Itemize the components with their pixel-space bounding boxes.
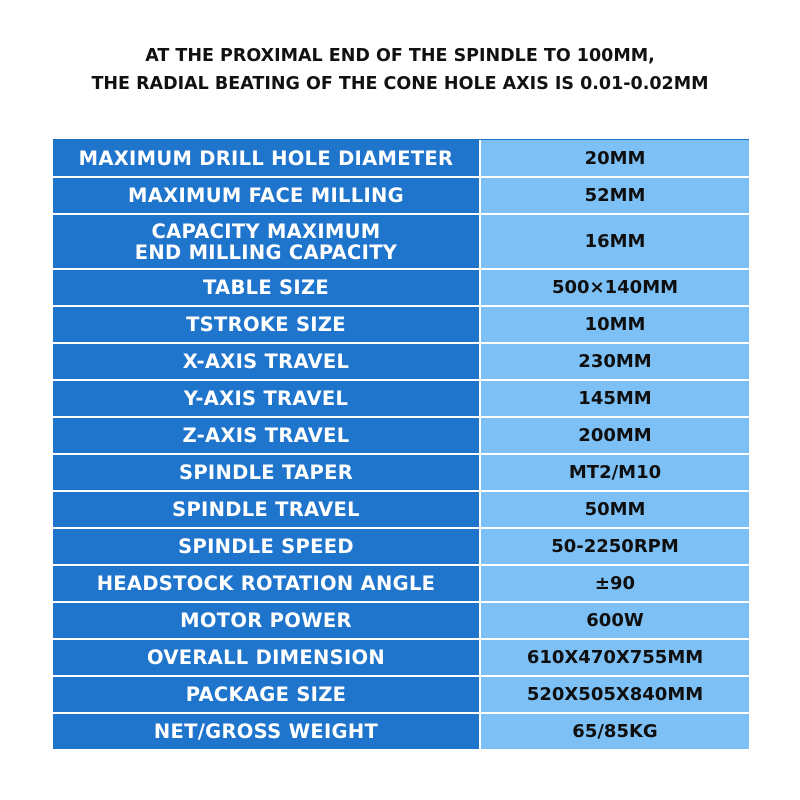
spec-label-line-1: CAPACITY MAXIMUM: [151, 219, 381, 243]
spec-label: TSTROKE SIZE: [53, 307, 481, 342]
spec-label: SPINDLE TAPER: [53, 455, 481, 490]
spec-row: [53, 455, 749, 492]
spec-table: [53, 139, 749, 751]
spec-label: Z-AXIS TRAVEL: [53, 418, 481, 453]
spec-row: [53, 640, 749, 677]
spec-value: 500×140MM: [481, 270, 749, 305]
spec-label: Y-AXIS TRAVEL: [53, 381, 481, 416]
spec-value: 600W: [481, 603, 749, 638]
spec-value: ±90: [481, 566, 749, 601]
spec-value: 20MM: [481, 140, 749, 176]
heading-line-1: AT THE PROXIMAL END OF THE SPINDLE TO 100MM,: [145, 46, 655, 66]
spec-label: MOTOR POWER: [53, 603, 481, 638]
spec-label: MAXIMUM FACE MILLING: [53, 178, 481, 213]
spec-row: [53, 307, 749, 344]
spec-label: X-AXIS TRAVEL: [53, 344, 481, 379]
spec-label: SPINDLE TRAVEL: [53, 492, 481, 527]
spec-value: 230MM: [481, 344, 749, 379]
spec-row: [53, 178, 749, 215]
spec-row: [53, 529, 749, 566]
spec-label: NET/GROSS WEIGHT: [53, 714, 481, 749]
spec-value: 52MM: [481, 178, 749, 213]
spec-label: SPINDLE SPEED: [53, 529, 481, 564]
spec-row: [53, 344, 749, 381]
spec-value: 16MM: [481, 215, 749, 268]
spec-label-line-2: END MILLING CAPACITY: [134, 240, 398, 264]
spec-row: [53, 603, 749, 640]
spec-label: PACKAGE SIZE: [53, 677, 481, 712]
spec-value: 50MM: [481, 492, 749, 527]
spec-value: 520X505X840MM: [481, 677, 749, 712]
spec-value: 10MM: [481, 307, 749, 342]
spec-label: TABLE SIZE: [53, 270, 481, 305]
page-heading: [0, 42, 800, 98]
spec-row: [53, 215, 749, 270]
spec-row: [53, 714, 749, 751]
spec-label: MAXIMUM DRILL HOLE DIAMETER: [53, 140, 481, 176]
spec-row: [53, 677, 749, 714]
spec-row: [53, 418, 749, 455]
spec-row: [53, 139, 749, 178]
spec-label: OVERALL DIMENSION: [53, 640, 481, 675]
spec-value: 145MM: [481, 381, 749, 416]
spec-value: 200MM: [481, 418, 749, 453]
heading-line-2: THE RADIAL BEATING OF THE CONE HOLE AXIS IS 0.01-0.02MM: [91, 74, 709, 94]
spec-value: MT2/M10: [481, 455, 749, 490]
spec-label: [53, 215, 481, 268]
spec-row: [53, 492, 749, 529]
spec-row: [53, 566, 749, 603]
spec-label: HEADSTOCK ROTATION ANGLE: [53, 566, 481, 601]
spec-row: [53, 381, 749, 418]
spec-value: 50-2250RPM: [481, 529, 749, 564]
spec-row: [53, 270, 749, 307]
spec-value: 65/85KG: [481, 714, 749, 749]
spec-value: 610X470X755MM: [481, 640, 749, 675]
